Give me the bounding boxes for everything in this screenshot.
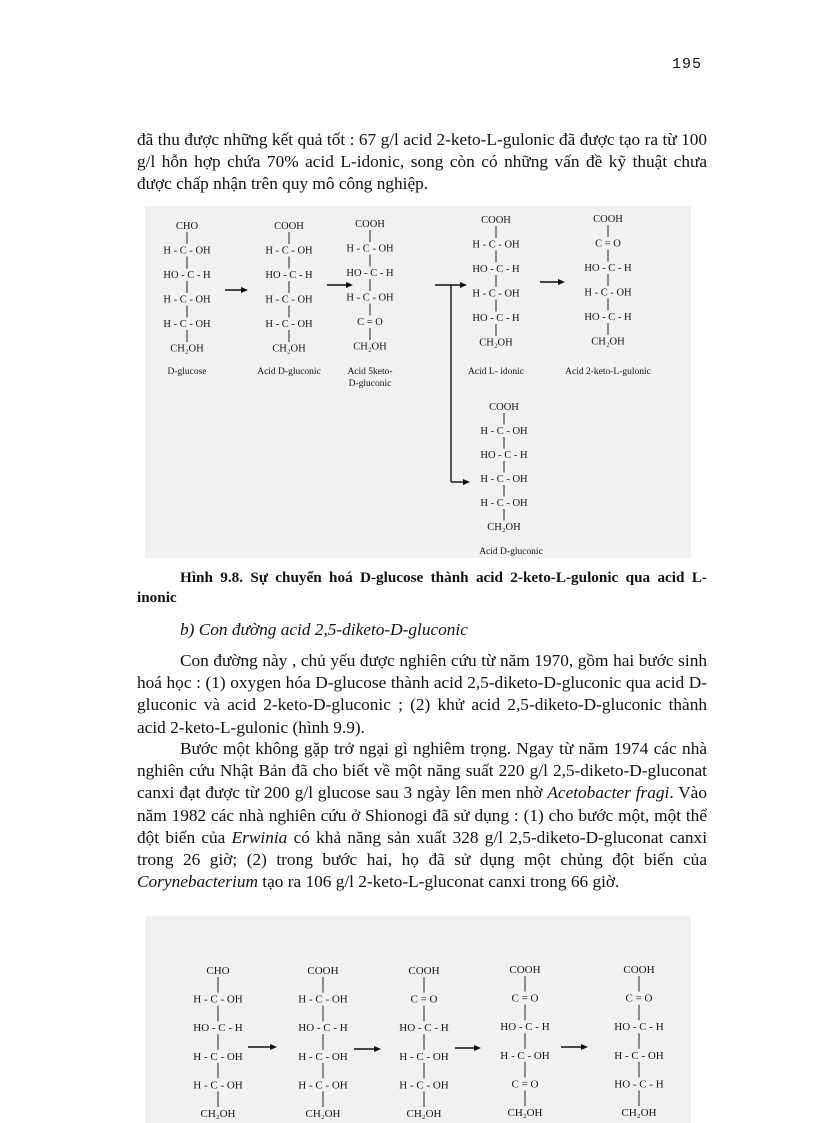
paragraph-results-part: có khả năng sản xuất 328 g/l 2,5-diketo-D-gluconat canxi trong 26 giờ; (2) trong bước hai, họ đã sử dụng một chủng đột biến của xyxy=(137,827,707,870)
structure-line: H - C - OH xyxy=(265,245,313,257)
structure-line: COOH xyxy=(593,214,623,225)
organism-name: Erwinia xyxy=(231,827,288,847)
structure-line: H - C - OH xyxy=(193,1050,243,1063)
compound-label: Acid 2-keto-L-gulonic xyxy=(565,367,651,377)
structure-line: CH₂OH xyxy=(272,343,306,355)
structure-line: HO - C - H xyxy=(500,1021,550,1034)
structure-line: CH₂OH xyxy=(479,337,513,349)
compound-label: D-glucose xyxy=(167,367,207,377)
structure-line: H - C - OH xyxy=(472,288,520,300)
arrow-head xyxy=(460,282,467,288)
paragraph-results-part: . Vào năm 1982 các nhà nghiên cứu ở Shionogi đã sử dụng : (1) cho bước một, một thể đột biến của xyxy=(137,783,707,847)
structure-line: CH₂OH xyxy=(200,1108,236,1120)
structure-line: HO - C - H xyxy=(163,270,211,281)
structure-line: C = O xyxy=(595,238,621,250)
structure-line: CHO xyxy=(175,221,199,232)
page-number: 195 xyxy=(672,56,703,73)
structure-line: COOH xyxy=(408,965,440,977)
structure-line: CH₂OH xyxy=(305,1108,341,1120)
structure-line: H - C - OH xyxy=(399,1050,449,1063)
structure-line: COOH xyxy=(509,964,541,976)
figure-9-8-diagram xyxy=(145,206,691,558)
caption-label: Hình 9.8. xyxy=(180,569,244,586)
structure-line: HO - C - H xyxy=(346,268,394,279)
paragraph-results-part: Bước một không gặp trở ngại gì nghiêm trọng. Ngay từ năm 1974 các nhà nghiên cứu Nhật Bản đã cho biết về một năng suất 220 g/l 2,5-diketo-D-gluconat canxi đạt được từ 200 g/l glucose sau 3 ngày lên men nhờ xyxy=(137,739,707,803)
structure-line: CHO xyxy=(206,965,230,977)
arrow-head xyxy=(241,287,248,293)
paragraph-results-part: tạo ra 106 g/l 2-keto-L-gluconat canxi trong 66 giờ. xyxy=(257,872,620,892)
figure-9-9-diagram xyxy=(145,916,691,1123)
structure-line: CH₂OH xyxy=(591,336,625,348)
compound-label: Acid D-gluconic xyxy=(479,547,543,557)
structure-line: C = O xyxy=(625,992,653,1005)
structure-line: COOH xyxy=(274,221,304,232)
paragraph-pathway-text: Con đường này , chủ yếu được nghiên cứu từ năm 1970, gồm hai bước sinh hoá học : (1) oxygen hóa D-glucose thành acid 2,5-diketo-D-gluconic qua acid D-gluconic và acid 2-keto-D-gluconic ; (2) khử acid 2,5-diketo-D-gluconic thành acid 2-keto-L-gulonic (hình 9.9). xyxy=(137,651,707,737)
structure-line: H - C - OH xyxy=(193,993,243,1006)
figure-caption xyxy=(137,568,707,608)
structure-line: CH₂OH xyxy=(353,341,387,353)
arrow-head xyxy=(346,282,353,288)
structure-line: COOH xyxy=(355,219,385,230)
structure-line: H - C - OH xyxy=(163,245,211,257)
structure-line: C = O xyxy=(410,993,438,1006)
structure-line: H - C - OH xyxy=(346,243,394,255)
structure-line: H - C - OH xyxy=(298,1050,348,1063)
structure-line: H - C - OH xyxy=(480,498,528,509)
compound-label: D-gluconic xyxy=(348,379,392,389)
structure-line: H - C - OH xyxy=(298,993,348,1006)
figure-9-8 xyxy=(145,206,691,558)
structure-line: C = O xyxy=(357,317,383,328)
structure-line: C = O xyxy=(511,1078,539,1091)
structure-line: HO - C - H xyxy=(472,264,520,275)
arrow-head xyxy=(581,1044,588,1050)
structure-line: HO - C - H xyxy=(472,313,520,324)
structure-line: HO - C - H xyxy=(298,1022,348,1035)
structure-line: CH₂OH xyxy=(170,343,204,355)
structure-line: H - C - OH xyxy=(480,474,528,485)
structure-line: HO - C - H xyxy=(399,1022,449,1035)
intro-paragraph: đã thu được những kết quả tốt : 67 g/l acid 2-keto-L-gulonic đã được tạo ra từ 100 g/l hỗn hợp chứa 70% acid L-idonic, song còn có những vấn đề kỹ thuật chưa được chấp nhận trên quy mô công nghiệp. xyxy=(137,130,707,194)
structure-line: H - C - OH xyxy=(500,1049,550,1062)
structure-line: HO - C - H xyxy=(480,450,528,461)
arrow-head xyxy=(558,279,565,285)
arrow-head xyxy=(270,1044,277,1050)
structure-line: H - C - OH xyxy=(346,292,394,304)
structure-line: H - C - OH xyxy=(298,1079,348,1092)
structure-line: H - C - OH xyxy=(193,1079,243,1092)
structure-line: HO - C - H xyxy=(614,1021,664,1034)
structure-line: HO - C - H xyxy=(614,1078,664,1091)
arrow-head xyxy=(474,1045,481,1051)
structure-line: HO - C - H xyxy=(584,312,632,323)
compound-label: Acid 5keto- xyxy=(347,367,393,377)
structure-line: CH₂OH xyxy=(406,1108,442,1120)
structure-line: H - C - OH xyxy=(163,319,211,330)
structure-line: H - C - OH xyxy=(265,319,313,330)
arrow-head xyxy=(463,479,470,485)
structure-line: C = O xyxy=(511,992,539,1005)
compound-label: Acid D-gluconic xyxy=(257,367,321,377)
compound-label: Acid L- idonic xyxy=(468,367,524,377)
structure-line: H - C - OH xyxy=(480,426,528,437)
structure-line: CH₂OH xyxy=(507,1107,543,1119)
structure-line: HO - C - H xyxy=(193,1022,243,1035)
structure-line: HO - C - H xyxy=(265,270,313,281)
structure-line: COOH xyxy=(307,965,339,977)
structure-line: HO - C - H xyxy=(584,263,632,274)
structure-line: H - C - OH xyxy=(614,1049,664,1062)
structure-line: CH₂OH xyxy=(621,1107,657,1119)
structure-line: H - C - OH xyxy=(163,294,211,306)
organism-name: Acetobacter fragi xyxy=(547,783,670,803)
structure-line: H - C - OH xyxy=(399,1079,449,1092)
arrow-head xyxy=(374,1046,381,1052)
structure-line: COOH xyxy=(489,402,519,413)
structure-line: COOH xyxy=(623,964,655,976)
paragraph-results xyxy=(137,738,707,893)
section-subheading: b) Con đường acid 2,5-diketo-D-gluconic xyxy=(180,620,468,639)
organism-name: Corynebacterium xyxy=(137,872,258,892)
caption-text: Sự chuyển hoá D-glucose thành acid 2-keto-L-gulonic qua acid L-inonic xyxy=(137,569,707,606)
structure-line: CH₂OH xyxy=(487,522,521,533)
structure-line: H - C - OH xyxy=(584,287,632,299)
structure-line: COOH xyxy=(481,215,511,226)
figure-9-9 xyxy=(145,916,691,1123)
paragraph-pathway xyxy=(137,650,707,739)
structure-line: H - C - OH xyxy=(472,239,520,251)
structure-line: H - C - OH xyxy=(265,294,313,306)
